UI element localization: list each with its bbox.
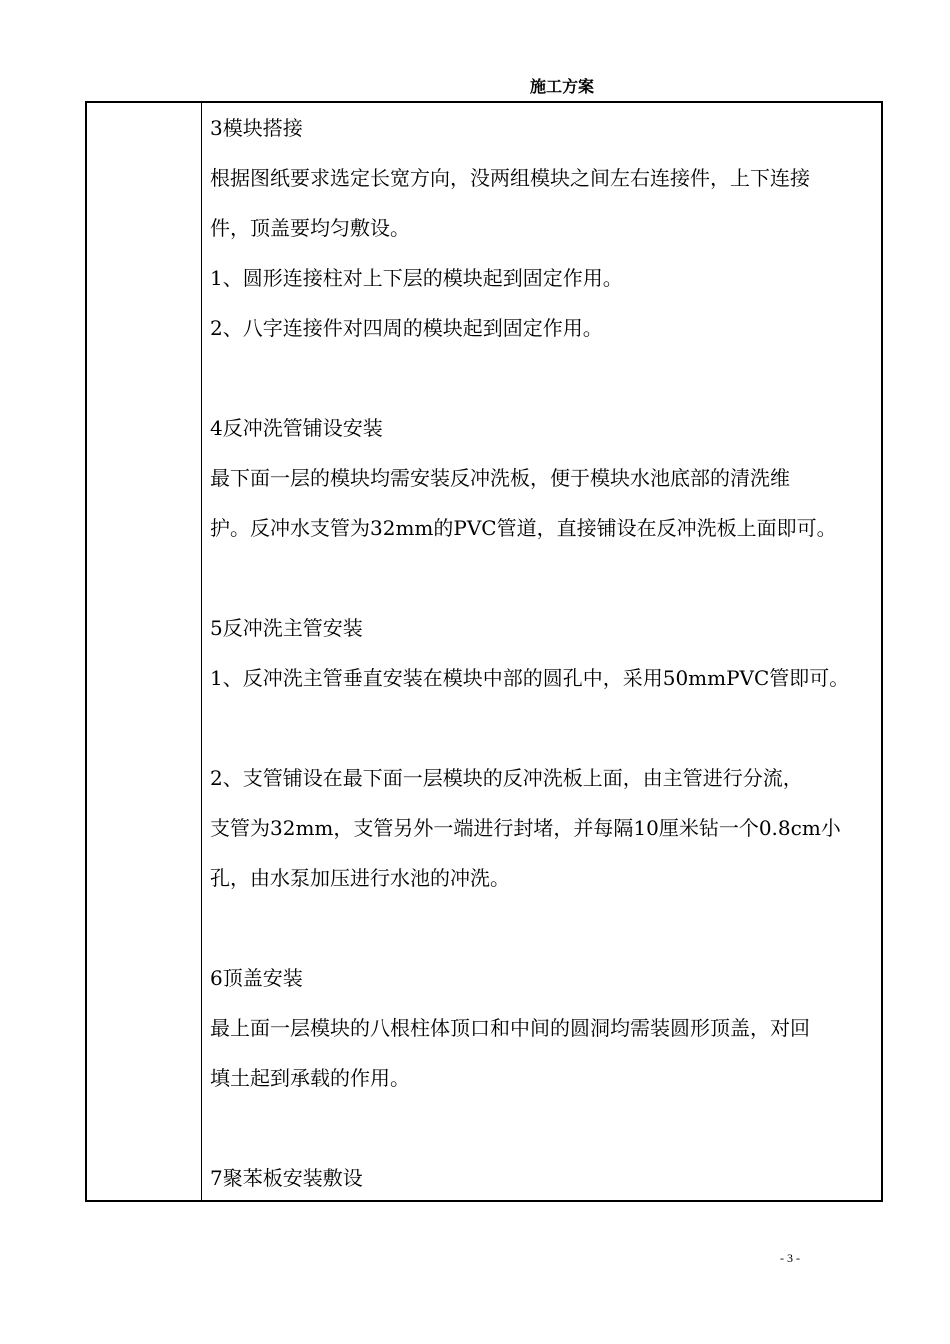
paragraph-line: 根据图纸要求选定长宽方向，没两组模块之间左右连接件，上下连接	[210, 166, 810, 190]
list-item: 2、八字连接件对四周的模块起到固定作用。	[210, 316, 603, 340]
page-header-title: 施工方案	[529, 77, 594, 96]
spacer	[210, 703, 880, 753]
section-heading: 6顶盖安装	[210, 966, 303, 990]
content-table	[85, 101, 883, 1202]
paragraph-line: 填土起到承载的作用。	[210, 1066, 410, 1090]
list-item: 1、反冲洗主管垂直安装在模块中部的圆孔中，采用50mmPVC管即可。	[210, 666, 850, 690]
spacer	[210, 353, 880, 403]
column-divider	[201, 103, 202, 1200]
list-item: 2、支管铺设在最下面一层模块的反冲洗板上面，由主管进行分流，	[210, 766, 803, 790]
paragraph-line: 件，顶盖要均匀敷设。	[210, 216, 410, 240]
paragraph-line: 护。反冲水支管为32mm的PVC管道，直接铺设在反冲洗板上面即可。	[210, 516, 837, 540]
section-heading: 7聚苯板安装敷设	[210, 1166, 363, 1190]
section-heading: 5反冲洗主管安装	[210, 616, 363, 640]
page-number: - 3 -	[780, 1251, 800, 1265]
section-heading: 3模块搭接	[210, 116, 303, 140]
content-cell	[210, 103, 880, 1203]
spacer	[210, 1103, 880, 1153]
spacer	[210, 903, 880, 953]
paragraph-line: 支管为32mm，支管另外一端进行封堵，并每隔10厘米钻一个0.8cm小	[210, 816, 841, 840]
list-item: 1、圆形连接柱对上下层的模块起到固定作用。	[210, 266, 623, 290]
section-heading: 4反冲洗管铺设安装	[210, 416, 383, 440]
paragraph-line: 最上面一层模块的八根柱体顶口和中间的圆洞均需装圆形顶盖，对回	[210, 1016, 810, 1040]
spacer	[210, 553, 880, 603]
paragraph-line: 孔，由水泵加压进行水池的冲洗。	[210, 866, 510, 890]
paragraph-line: 最下面一层的模块均需安装反冲洗板，便于模块水池底部的清洗维	[210, 466, 790, 490]
